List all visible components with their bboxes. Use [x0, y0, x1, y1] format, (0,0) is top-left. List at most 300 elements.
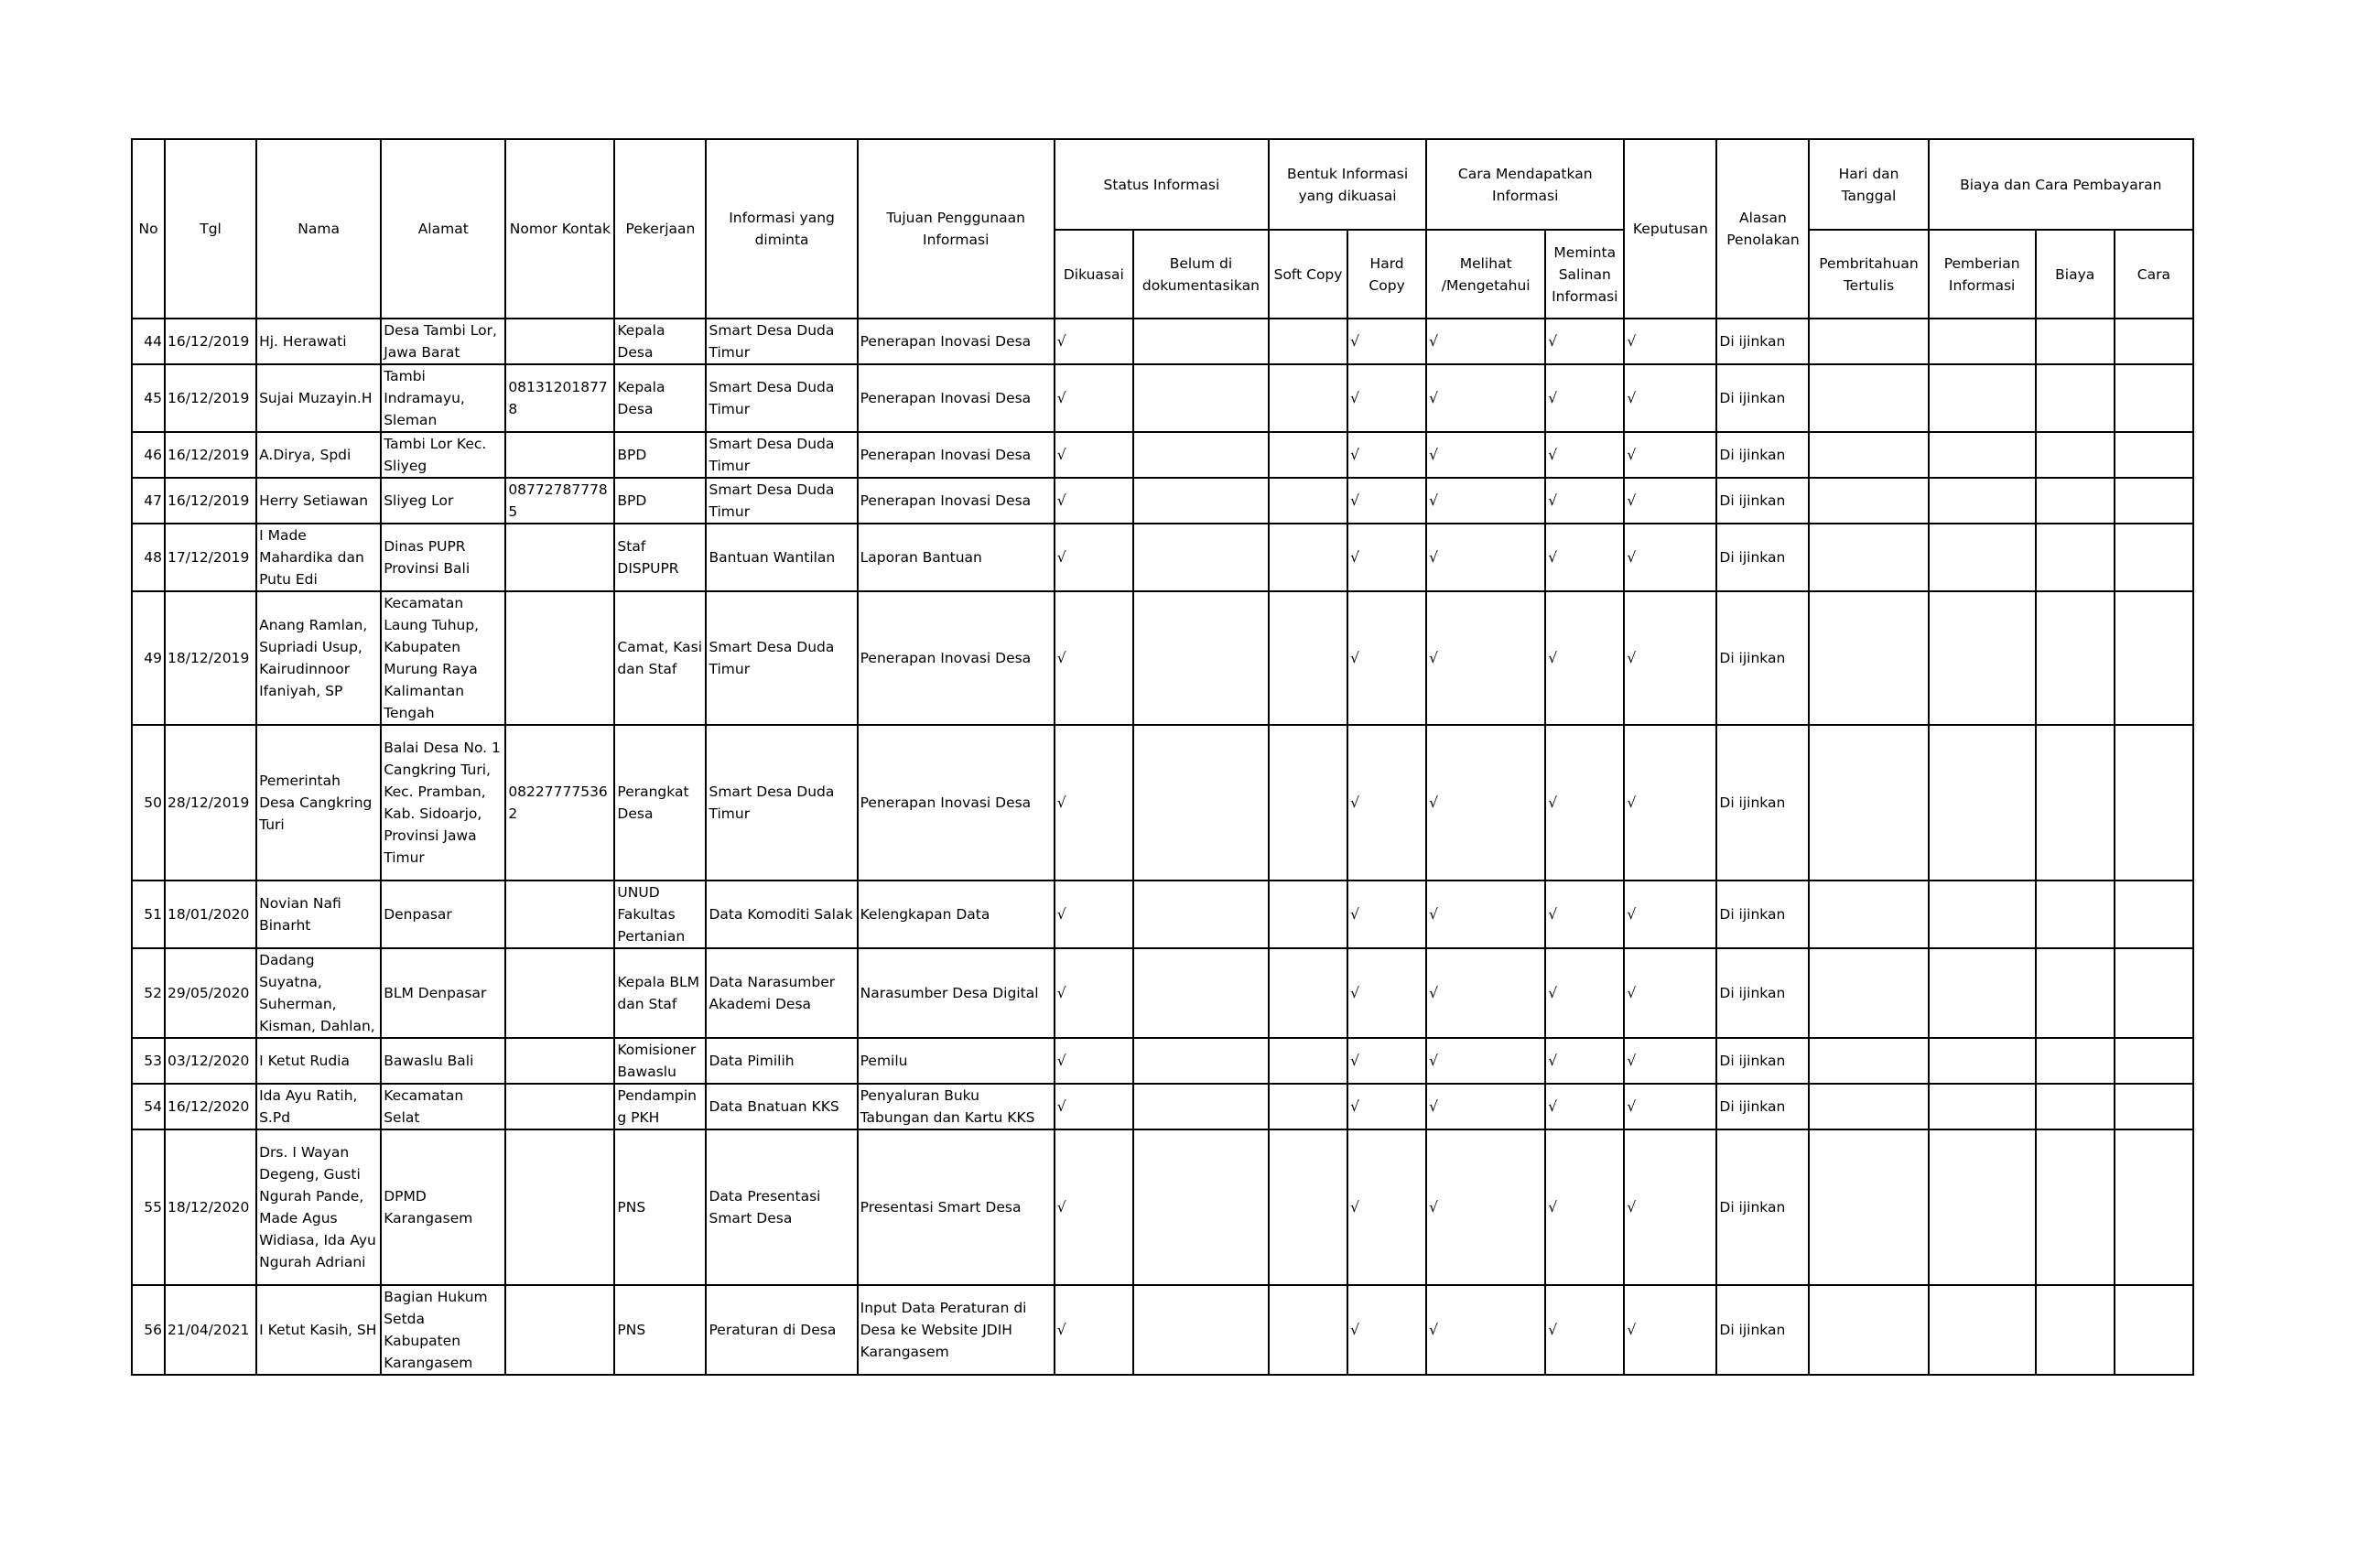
row-informasi: Smart Desa Duda Timur	[706, 432, 857, 478]
table-row	[132, 364, 2193, 432]
row-tujuan: Penyaluran Buku Tabungan dan Kartu KKS	[858, 1084, 1055, 1129]
row-kontak	[505, 591, 614, 725]
row-meminta-check-icon: √	[1545, 725, 1624, 881]
row-pemberitahuan	[1809, 319, 1928, 364]
row-meminta-check-icon: √	[1545, 432, 1624, 478]
row-nama: A.Dirya, Spdi	[256, 432, 381, 478]
row-nama: I Ketut Kasih, SH	[256, 1285, 381, 1375]
row-alamat: Denpasar	[381, 881, 505, 948]
row-tgl: 16/12/2019	[165, 478, 256, 524]
row-pekerjaan: BPD	[614, 478, 706, 524]
row-dikuasai-check-icon: √	[1055, 881, 1133, 948]
row-nama: Pemerintah Desa Cangkring Turi	[256, 725, 381, 881]
row-belum	[1133, 591, 1269, 725]
row-hard-copy-check-icon: √	[1347, 1084, 1426, 1129]
row-no: 46	[132, 432, 165, 478]
row-dikuasai-check-icon: √	[1055, 1084, 1133, 1129]
row-pekerjaan: PNS	[614, 1129, 706, 1285]
row-cara	[2115, 1038, 2193, 1084]
row-dikuasai-check-icon: √	[1055, 432, 1133, 478]
row-meminta-check-icon: √	[1545, 364, 1624, 432]
row-nama: Drs. I Wayan Degeng, Gusti Ngurah Pande, Made Agus Widiasa, Ida Ayu Ngurah Adriani	[256, 1129, 381, 1285]
header-pemberitahuan: Pembritahuan Tertulis	[1809, 230, 1928, 319]
header-melihat: Melihat /Mengetahui	[1426, 230, 1545, 319]
row-alasan: Di ijinkan	[1716, 319, 1809, 364]
row-meminta-check-icon: √	[1545, 478, 1624, 524]
row-soft-copy	[1269, 364, 1347, 432]
row-melihat-check-icon: √	[1426, 1084, 1545, 1129]
row-informasi: Smart Desa Duda Timur	[706, 364, 857, 432]
row-belum	[1133, 881, 1269, 948]
row-belum	[1133, 1129, 1269, 1285]
header-alamat: Alamat	[381, 139, 505, 319]
header-belum: Belum di dokumentasikan	[1133, 230, 1269, 319]
row-alasan: Di ijinkan	[1716, 1285, 1809, 1375]
row-alamat: Tambi Indramayu, Sleman	[381, 364, 505, 432]
row-alasan: Di ijinkan	[1716, 591, 1809, 725]
row-cara	[2115, 591, 2193, 725]
header-biaya-cara: Biaya dan Cara Pembayaran	[1929, 139, 2193, 230]
row-pekerjaan: UNUD Fakultas Pertanian	[614, 881, 706, 948]
row-keputusan-check-icon: √	[1624, 725, 1716, 881]
table-row	[132, 319, 2193, 364]
header-cara-bayar: Cara	[2115, 230, 2193, 319]
row-nama: I Ketut Rudia	[256, 1038, 381, 1084]
row-nama: Novian Nafi Binarht	[256, 881, 381, 948]
row-melihat-check-icon: √	[1426, 319, 1545, 364]
row-no: 52	[132, 948, 165, 1038]
row-cara	[2115, 432, 2193, 478]
row-tujuan: Penerapan Inovasi Desa	[858, 319, 1055, 364]
row-informasi: Data Bnatuan KKS	[706, 1084, 857, 1129]
row-informasi: Smart Desa Duda Timur	[706, 591, 857, 725]
table-row	[132, 1285, 2193, 1375]
row-keputusan-check-icon: √	[1624, 591, 1716, 725]
row-tgl: 16/12/2019	[165, 364, 256, 432]
row-keputusan-check-icon: √	[1624, 1038, 1716, 1084]
row-soft-copy	[1269, 725, 1347, 881]
row-melihat-check-icon: √	[1426, 881, 1545, 948]
row-tgl: 18/01/2020	[165, 881, 256, 948]
row-pemberitahuan	[1809, 432, 1928, 478]
row-hard-copy-check-icon: √	[1347, 725, 1426, 881]
row-no: 54	[132, 1084, 165, 1129]
row-melihat-check-icon: √	[1426, 364, 1545, 432]
row-tgl: 16/12/2019	[165, 432, 256, 478]
row-pekerjaan: Komisioner Bawaslu	[614, 1038, 706, 1084]
row-dikuasai-check-icon: √	[1055, 524, 1133, 591]
row-hard-copy-check-icon: √	[1347, 948, 1426, 1038]
row-tujuan: Presentasi Smart Desa	[858, 1129, 1055, 1285]
row-cara	[2115, 1129, 2193, 1285]
row-belum	[1133, 478, 1269, 524]
row-alasan: Di ijinkan	[1716, 524, 1809, 591]
row-alamat: Sliyeg Lor	[381, 478, 505, 524]
header-alasan: Alasan Penolakan	[1716, 139, 1809, 319]
row-no: 45	[132, 364, 165, 432]
row-tujuan: Penerapan Inovasi Desa	[858, 725, 1055, 881]
row-informasi: Smart Desa Duda Timur	[706, 478, 857, 524]
row-tujuan: Kelengkapan Data	[858, 881, 1055, 948]
row-cara	[2115, 881, 2193, 948]
row-alasan: Di ijinkan	[1716, 948, 1809, 1038]
row-alamat: Bagian Hukum Setda Kabupaten Karangasem	[381, 1285, 505, 1375]
header-hari: Hari dan Tanggal	[1809, 139, 1928, 230]
row-hard-copy-check-icon: √	[1347, 478, 1426, 524]
row-cara	[2115, 725, 2193, 881]
row-biaya	[2036, 319, 2115, 364]
row-informasi: Data Komoditi Salak	[706, 881, 857, 948]
information-request-table	[131, 138, 2194, 1376]
row-soft-copy	[1269, 432, 1347, 478]
row-kontak	[505, 524, 614, 591]
row-biaya	[2036, 1084, 2115, 1129]
row-biaya	[2036, 478, 2115, 524]
row-hard-copy-check-icon: √	[1347, 1038, 1426, 1084]
row-cara	[2115, 1285, 2193, 1375]
row-alamat: Desa Tambi Lor, Jawa Barat	[381, 319, 505, 364]
row-meminta-check-icon: √	[1545, 1129, 1624, 1285]
row-informasi: Peraturan di Desa	[706, 1285, 857, 1375]
row-dikuasai-check-icon: √	[1055, 591, 1133, 725]
row-belum	[1133, 948, 1269, 1038]
row-belum	[1133, 524, 1269, 591]
row-pemberitahuan	[1809, 591, 1928, 725]
row-pemberian	[1929, 319, 2036, 364]
row-alasan: Di ijinkan	[1716, 1084, 1809, 1129]
row-pemberian	[1929, 948, 2036, 1038]
row-belum	[1133, 319, 1269, 364]
row-no: 48	[132, 524, 165, 591]
row-nama: Ida Ayu Ratih, S.Pd	[256, 1084, 381, 1129]
row-pemberitahuan	[1809, 725, 1928, 881]
row-melihat-check-icon: √	[1426, 1285, 1545, 1375]
row-cara	[2115, 1084, 2193, 1129]
row-keputusan-check-icon: √	[1624, 948, 1716, 1038]
table-body	[132, 319, 2193, 1375]
row-cara	[2115, 319, 2193, 364]
header-meminta: Meminta Salinan Informasi	[1545, 230, 1624, 319]
row-alamat: Kecamatan Laung Tuhup, Kabupaten Murung Raya Kalimantan Tengah	[381, 591, 505, 725]
row-meminta-check-icon: √	[1545, 881, 1624, 948]
row-biaya	[2036, 948, 2115, 1038]
row-alamat: Kecamatan Selat	[381, 1084, 505, 1129]
row-tgl: 28/12/2019	[165, 725, 256, 881]
row-pekerjaan: Staf DISPUPR	[614, 524, 706, 591]
row-pemberian	[1929, 432, 2036, 478]
row-informasi: Bantuan Wantilan	[706, 524, 857, 591]
header-pekerjaan: Pekerjaan	[614, 139, 706, 319]
row-keputusan-check-icon: √	[1624, 1285, 1716, 1375]
row-nama: Dadang Suyatna, Suherman, Kisman, Dahlan,	[256, 948, 381, 1038]
row-soft-copy	[1269, 1129, 1347, 1285]
row-hard-copy-check-icon: √	[1347, 432, 1426, 478]
row-soft-copy	[1269, 524, 1347, 591]
table-row	[132, 478, 2193, 524]
row-keputusan-check-icon: √	[1624, 524, 1716, 591]
row-alasan: Di ijinkan	[1716, 1129, 1809, 1285]
table-row	[132, 881, 2193, 948]
row-pemberitahuan	[1809, 948, 1928, 1038]
row-soft-copy	[1269, 948, 1347, 1038]
table-row	[132, 432, 2193, 478]
row-tgl: 16/12/2020	[165, 1084, 256, 1129]
row-tujuan: Penerapan Inovasi Desa	[858, 591, 1055, 725]
row-melihat-check-icon: √	[1426, 1129, 1545, 1285]
row-belum	[1133, 364, 1269, 432]
row-nama: I Made Mahardika dan Putu Edi	[256, 524, 381, 591]
row-informasi: Data Pimilih	[706, 1038, 857, 1084]
row-melihat-check-icon: √	[1426, 725, 1545, 881]
row-tujuan: Penerapan Inovasi Desa	[858, 364, 1055, 432]
row-pemberian	[1929, 881, 2036, 948]
row-alamat: Bawaslu Bali	[381, 1038, 505, 1084]
row-tgl: 21/04/2021	[165, 1285, 256, 1375]
table-row	[132, 948, 2193, 1038]
row-kontak	[505, 1129, 614, 1285]
row-nama: Hj. Herawati	[256, 319, 381, 364]
row-dikuasai-check-icon: √	[1055, 725, 1133, 881]
row-keputusan-check-icon: √	[1624, 364, 1716, 432]
row-pemberian	[1929, 1285, 2036, 1375]
header-dikuasai: Dikuasai	[1055, 230, 1133, 319]
row-alamat: Tambi Lor Kec. Sliyeg	[381, 432, 505, 478]
row-tgl: 03/12/2020	[165, 1038, 256, 1084]
row-no: 44	[132, 319, 165, 364]
row-meminta-check-icon: √	[1545, 524, 1624, 591]
row-pekerjaan: Camat, Kasi dan Staf	[614, 591, 706, 725]
row-kontak	[505, 1084, 614, 1129]
row-alasan: Di ijinkan	[1716, 478, 1809, 524]
row-pekerjaan: Pendamping PKH	[614, 1084, 706, 1129]
row-pemberian	[1929, 725, 2036, 881]
row-pemberian	[1929, 1038, 2036, 1084]
row-belum	[1133, 1084, 1269, 1129]
row-tujuan: Penerapan Inovasi Desa	[858, 478, 1055, 524]
row-informasi: Data Presentasi Smart Desa	[706, 1129, 857, 1285]
header-biaya: Biaya	[2036, 230, 2115, 319]
row-pemberian	[1929, 1129, 2036, 1285]
row-pekerjaan: Perangkat Desa	[614, 725, 706, 881]
row-alasan: Di ijinkan	[1716, 1038, 1809, 1084]
row-dikuasai-check-icon: √	[1055, 319, 1133, 364]
row-keputusan-check-icon: √	[1624, 478, 1716, 524]
row-tgl: 29/05/2020	[165, 948, 256, 1038]
row-melihat-check-icon: √	[1426, 432, 1545, 478]
row-kontak: 087727877785	[505, 478, 614, 524]
row-biaya	[2036, 1129, 2115, 1285]
row-biaya	[2036, 725, 2115, 881]
row-kontak	[505, 1038, 614, 1084]
row-kontak: 081312018778	[505, 364, 614, 432]
header-status: Status Informasi	[1055, 139, 1269, 230]
header-soft-copy: Soft Copy	[1269, 230, 1347, 319]
row-soft-copy	[1269, 478, 1347, 524]
row-kontak	[505, 432, 614, 478]
row-informasi: Smart Desa Duda Timur	[706, 725, 857, 881]
row-alamat: Balai Desa No. 1 Cangkring Turi, Kec. Pramban, Kab. Sidoarjo, Provinsi Jawa Timur	[381, 725, 505, 881]
row-biaya	[2036, 591, 2115, 725]
row-pekerjaan: Kepala Desa	[614, 319, 706, 364]
row-pekerjaan: PNS	[614, 1285, 706, 1375]
table-header	[132, 139, 2193, 319]
row-belum	[1133, 1038, 1269, 1084]
row-pemberitahuan	[1809, 1285, 1928, 1375]
row-dikuasai-check-icon: √	[1055, 1285, 1133, 1375]
row-hard-copy-check-icon: √	[1347, 1285, 1426, 1375]
row-keputusan-check-icon: √	[1624, 881, 1716, 948]
row-hard-copy-check-icon: √	[1347, 364, 1426, 432]
header-tujuan: Tujuan Penggunaan Informasi	[858, 139, 1055, 319]
row-meminta-check-icon: √	[1545, 1285, 1624, 1375]
header-informasi: Informasi yang diminta	[706, 139, 857, 319]
row-alasan: Di ijinkan	[1716, 725, 1809, 881]
row-nama: Anang Ramlan, Supriadi Usup, Kairudinnoor Ifaniyah, SP	[256, 591, 381, 725]
row-melihat-check-icon: √	[1426, 478, 1545, 524]
row-belum	[1133, 1285, 1269, 1375]
row-meminta-check-icon: √	[1545, 591, 1624, 725]
row-tujuan: Penerapan Inovasi Desa	[858, 432, 1055, 478]
row-no: 56	[132, 1285, 165, 1375]
row-meminta-check-icon: √	[1545, 1084, 1624, 1129]
row-pekerjaan: BPD	[614, 432, 706, 478]
row-no: 55	[132, 1129, 165, 1285]
row-tujuan: Pemilu	[858, 1038, 1055, 1084]
row-alamat: BLM Denpasar	[381, 948, 505, 1038]
row-pemberian	[1929, 591, 2036, 725]
row-pemberian	[1929, 1084, 2036, 1129]
row-hard-copy-check-icon: √	[1347, 524, 1426, 591]
row-cara	[2115, 948, 2193, 1038]
row-no: 49	[132, 591, 165, 725]
table-row	[132, 1038, 2193, 1084]
row-tgl: 16/12/2019	[165, 319, 256, 364]
row-tujuan: Input Data Peraturan di Desa ke Website JDIH Karangasem	[858, 1285, 1055, 1375]
row-pemberitahuan	[1809, 524, 1928, 591]
row-pemberitahuan	[1809, 1129, 1928, 1285]
row-pekerjaan: Kepala Desa	[614, 364, 706, 432]
row-biaya	[2036, 364, 2115, 432]
row-dikuasai-check-icon: √	[1055, 948, 1133, 1038]
row-informasi: Data Narasumber Akademi Desa	[706, 948, 857, 1038]
row-hard-copy-check-icon: √	[1347, 1129, 1426, 1285]
header-keputusan: Keputusan	[1624, 139, 1716, 319]
row-melihat-check-icon: √	[1426, 591, 1545, 725]
row-alamat: DPMD Karangasem	[381, 1129, 505, 1285]
row-biaya	[2036, 881, 2115, 948]
row-tujuan: Narasumber Desa Digital	[858, 948, 1055, 1038]
row-keputusan-check-icon: √	[1624, 1129, 1716, 1285]
row-kontak	[505, 319, 614, 364]
row-soft-copy	[1269, 319, 1347, 364]
table-row	[132, 591, 2193, 725]
row-pemberitahuan	[1809, 1084, 1928, 1129]
row-pemberitahuan	[1809, 1038, 1928, 1084]
row-soft-copy	[1269, 1285, 1347, 1375]
row-belum	[1133, 725, 1269, 881]
row-alasan: Di ijinkan	[1716, 881, 1809, 948]
row-no: 51	[132, 881, 165, 948]
row-biaya	[2036, 524, 2115, 591]
header-hard-copy: Hard Copy	[1347, 230, 1426, 319]
row-pekerjaan: Kepala BLM dan Staf	[614, 948, 706, 1038]
row-tgl: 18/12/2019	[165, 591, 256, 725]
row-meminta-check-icon: √	[1545, 948, 1624, 1038]
row-hard-copy-check-icon: √	[1347, 319, 1426, 364]
row-alasan: Di ijinkan	[1716, 364, 1809, 432]
row-pemberitahuan	[1809, 881, 1928, 948]
row-kontak	[505, 948, 614, 1038]
row-dikuasai-check-icon: √	[1055, 364, 1133, 432]
row-biaya	[2036, 1038, 2115, 1084]
row-soft-copy	[1269, 1038, 1347, 1084]
header-nama: Nama	[256, 139, 381, 319]
row-melihat-check-icon: √	[1426, 1038, 1545, 1084]
header-bentuk: Bentuk Informasi yang dikuasai	[1269, 139, 1426, 230]
row-hard-copy-check-icon: √	[1347, 591, 1426, 725]
row-melihat-check-icon: √	[1426, 524, 1545, 591]
row-keputusan-check-icon: √	[1624, 319, 1716, 364]
row-dikuasai-check-icon: √	[1055, 1038, 1133, 1084]
row-hard-copy-check-icon: √	[1347, 881, 1426, 948]
row-tgl: 18/12/2020	[165, 1129, 256, 1285]
row-keputusan-check-icon: √	[1624, 1084, 1716, 1129]
header-cara: Cara Mendapatkan Informasi	[1426, 139, 1624, 230]
header-no: No	[132, 139, 165, 319]
header-tgl: Tgl	[165, 139, 256, 319]
row-pemberian	[1929, 364, 2036, 432]
row-nama: Herry Setiawan	[256, 478, 381, 524]
row-biaya	[2036, 1285, 2115, 1375]
row-dikuasai-check-icon: √	[1055, 1129, 1133, 1285]
row-cara	[2115, 364, 2193, 432]
row-soft-copy	[1269, 1084, 1347, 1129]
row-meminta-check-icon: √	[1545, 319, 1624, 364]
row-tujuan: Laporan Bantuan	[858, 524, 1055, 591]
row-alasan: Di ijinkan	[1716, 432, 1809, 478]
row-soft-copy	[1269, 881, 1347, 948]
row-cara	[2115, 524, 2193, 591]
row-informasi: Smart Desa Duda Timur	[706, 319, 857, 364]
row-alamat: Dinas PUPR Provinsi Bali	[381, 524, 505, 591]
row-pemberitahuan	[1809, 364, 1928, 432]
row-no: 47	[132, 478, 165, 524]
row-kontak: 082277775362	[505, 725, 614, 881]
row-melihat-check-icon: √	[1426, 948, 1545, 1038]
row-no: 50	[132, 725, 165, 881]
table-row	[132, 725, 2193, 881]
row-tgl: 17/12/2019	[165, 524, 256, 591]
row-pemberian	[1929, 478, 2036, 524]
row-pemberitahuan	[1809, 478, 1928, 524]
row-pemberian	[1929, 524, 2036, 591]
row-nama: Sujai Muzayin.H	[256, 364, 381, 432]
table-row	[132, 524, 2193, 591]
row-kontak	[505, 1285, 614, 1375]
row-soft-copy	[1269, 591, 1347, 725]
table-row	[132, 1084, 2193, 1129]
table-row	[132, 1129, 2193, 1285]
row-kontak	[505, 881, 614, 948]
row-no: 53	[132, 1038, 165, 1084]
header-kontak: Nomor Kontak	[505, 139, 614, 319]
header-pemberian: Pemberian Informasi	[1929, 230, 2036, 319]
row-keputusan-check-icon: √	[1624, 432, 1716, 478]
row-cara	[2115, 478, 2193, 524]
row-belum	[1133, 432, 1269, 478]
row-biaya	[2036, 432, 2115, 478]
row-meminta-check-icon: √	[1545, 1038, 1624, 1084]
